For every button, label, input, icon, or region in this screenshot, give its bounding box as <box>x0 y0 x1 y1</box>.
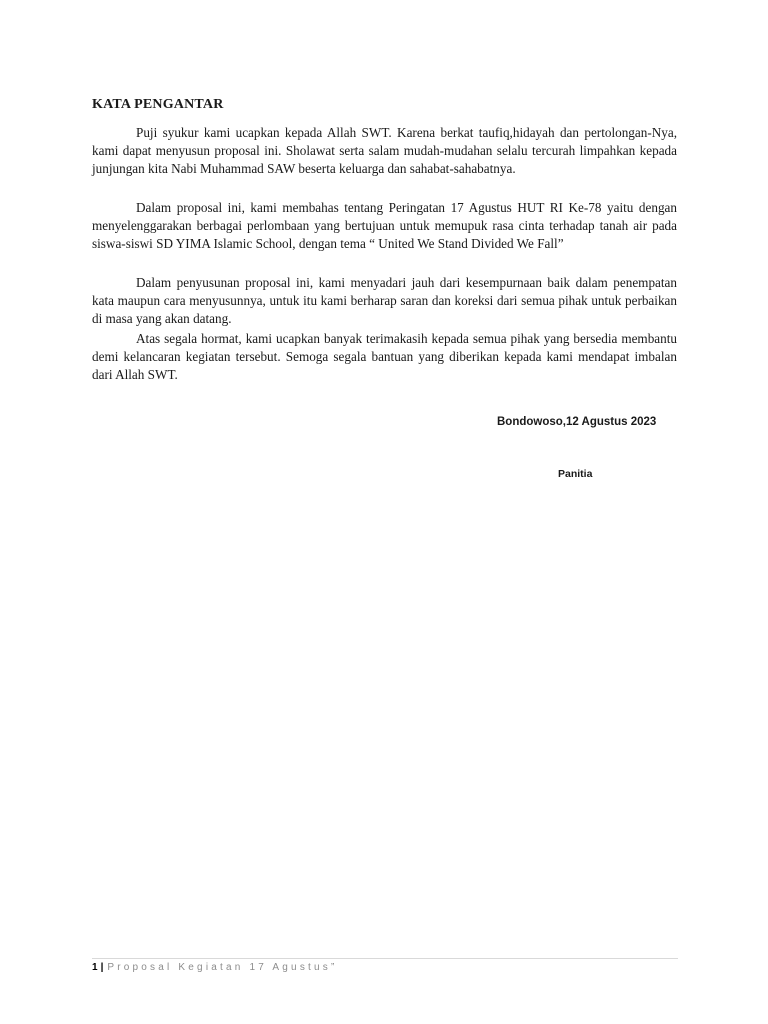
signatory-committee: Panitia <box>558 468 593 480</box>
footer-separator: | <box>100 962 104 973</box>
paragraph-apology: Dalam penyusunan proposal ini, kami menyadari jauh dari kesempurnaan baik dalam penempatan kata maupun cara menyusunnya, untuk itu kami berharap saran dan koreksi dari semua pihak untuk perbaikan di masa yang akan datang. <box>92 275 677 327</box>
paragraph-purpose: Dalam proposal ini, kami membahas tentang Peringatan 17 Agustus HUT RI Ke-78 yaitu dengan menyelenggarakan berbagai perlombaan yang bertujuan untuk memupuk rasa cinta terhadap tanah air pada siswa-siswi SD YIMA Islamic School, dengan tema “ United We Stand Divided We Fall” <box>92 200 677 252</box>
document-title: KATA PENGANTAR <box>92 97 224 112</box>
footer-running-title: Proposal Kegiatan 17 Agustus” <box>107 962 338 973</box>
place-date: Bondowoso,12 Agustus 2023 <box>497 416 657 428</box>
page-number: 1 <box>92 962 98 973</box>
paragraph-thanks: Atas segala hormat, kami ucapkan banyak terimakasih kepada semua pihak yang bersedia membantu demi kelancaran kegiatan tersebut. Semoga segala bantuan yang diberikan kepada kami mendapat imbalan dari Allah SWT. <box>92 331 677 383</box>
page-footer <box>92 962 338 973</box>
footer-divider <box>92 958 678 959</box>
paragraph-opening: Puji syukur kami ucapkan kepada Allah SWT. Karena berkat taufiq,hidayah dan pertolongan-Nya, kami dapat menyusun proposal ini. Sholawat serta salam mudah-mudahan selalu tercurah limpahkan kepada junjungan kita Nabi Muhammad SAW beserta keluarga dan sahabat-sahabatnya. <box>92 125 677 177</box>
